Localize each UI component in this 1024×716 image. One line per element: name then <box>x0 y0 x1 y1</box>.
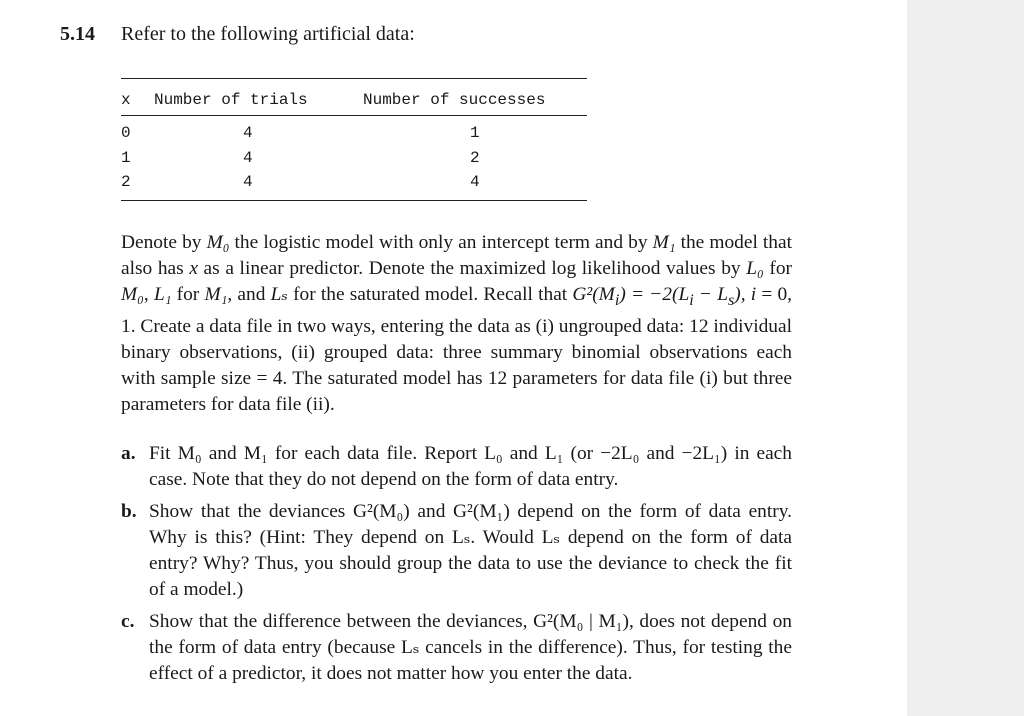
cell-trials: 4 <box>243 173 253 191</box>
question-b-text: Show that the deviances G²(M₀) and G²(M₁) depend on the form of data entry. Why is this? (Hint: They depend on Lₛ. Would Lₛ depend on the form of data entry? Why? Thus, you should group the data to use the deviance to check the fit of a model.) <box>149 501 792 600</box>
question-a <box>121 441 792 493</box>
question-c-label: c. <box>121 611 135 632</box>
cell-x: 0 <box>121 124 131 142</box>
question-c-text: Show that the difference between the deviances, G²(M₀ | M₁), does not depend on the form of data entry (because Lₛ cancels in the difference). Thus, for testing the effect of a predictor, it does not matter how you enter the data. <box>149 611 792 684</box>
table-header-row <box>121 79 587 115</box>
symbol-m1: M₁ <box>652 232 676 253</box>
cell-x: 2 <box>121 173 131 191</box>
symbol-ls: Lₛ <box>270 284 288 305</box>
cell-successes: 4 <box>470 173 480 191</box>
question-b-label: b. <box>121 501 137 522</box>
sub-questions <box>121 441 792 693</box>
cell-trials: 4 <box>243 124 253 142</box>
symbol-l0: L₀ <box>746 258 764 279</box>
symbol-x: x <box>189 258 198 279</box>
header-x: x <box>121 91 131 109</box>
problem-description: Denote by M₀ the logistic model with only an intercept term and by M₁ the model that also has x as a linear predictor. Denote the maximized log likelihood values by L₀ for M₀, L₁ for M₁, and Lₛ for the saturated model. Recall that $G^2(M_i) = -2(L_i - L_s)$, i = 0, 1. Create a data file in two ways, entering the data as (i) ungrouped data: 12 individual binary observations, (ii) grouped data: three summary binomial observations each with sample size = 4. The saturated model has 12 parameters for data file (i) but three parameters for data file (ii). <box>121 232 793 415</box>
question-c <box>121 609 792 687</box>
table-row <box>121 171 587 196</box>
question-a-label: a. <box>121 443 136 464</box>
cell-trials: 4 <box>243 148 253 167</box>
problem-number: 5.14 <box>60 23 95 45</box>
cell-successes: 2 <box>470 148 480 167</box>
symbol-l1: L₁ <box>153 284 172 305</box>
cell-x: 1 <box>121 148 131 167</box>
table-row <box>121 122 587 147</box>
question-a-text: Fit M₀ and M₁ for each data file. Report L₀ and L₁ (or −2L₀ and −2L₁) in each case. Note that they do not depend on the form of data entry. <box>149 443 792 490</box>
header-trials: Number of trials <box>154 91 308 109</box>
problem-intro: Refer to the following artificial data: <box>121 23 415 45</box>
header-successes: Number of successes <box>363 91 546 109</box>
table-bottom-rule <box>121 200 587 201</box>
symbol-m0: M₀ <box>206 232 230 253</box>
table-body <box>121 116 587 200</box>
deviance-formula: $G^2(M_i) = -2(L_i - L_s)$, i <box>572 284 757 309</box>
cell-successes: 1 <box>470 124 480 142</box>
question-b <box>121 499 792 603</box>
right-margin-panel <box>907 0 1024 716</box>
table-row <box>121 147 587 172</box>
data-table <box>121 78 587 201</box>
